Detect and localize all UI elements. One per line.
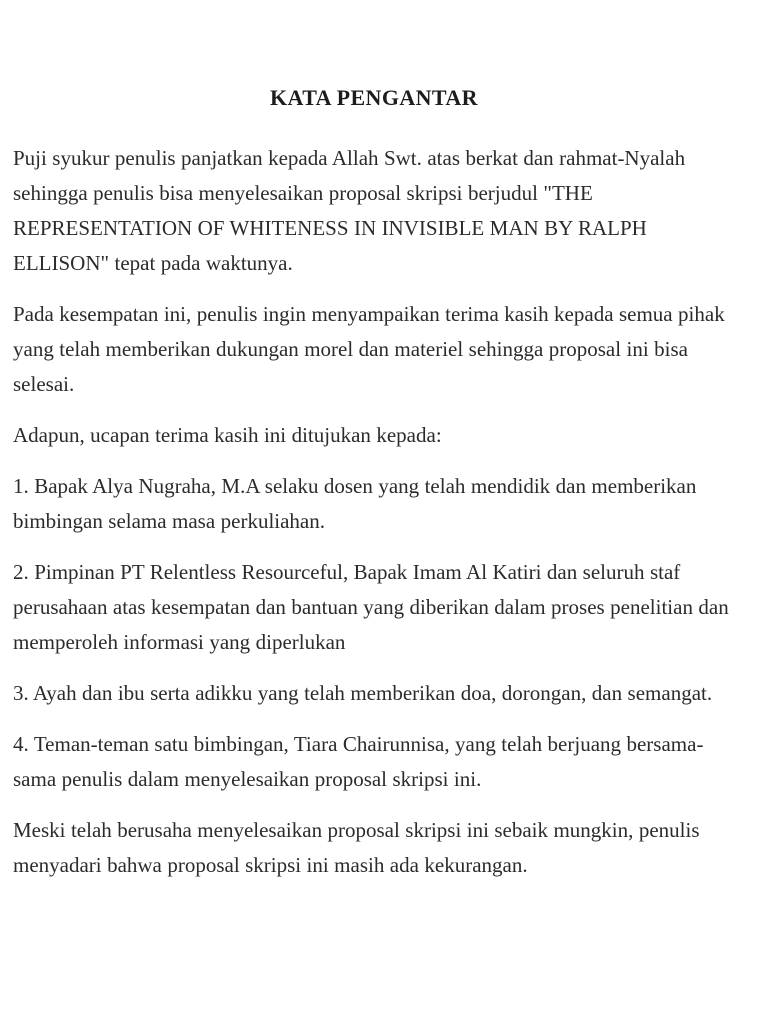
paragraph-opening: Puji syukur penulis panjatkan kepada Allah Swt. atas berkat dan rahmat-Nyalah sehingga penulis bisa menyelesaikan proposal skripsi berjudul "THE REPRESENTATION OF WHITENESS IN INVISIBLE MAN BY RALPH ELLISON" tepat pada waktunya.	[13, 146, 686, 276]
paragraph-acknowledgement-intro: Pada kesempatan ini, penulis ingin menyampaikan terima kasih kepada semua pihak yang telah memberikan dukungan morel dan materiel sehingga proposal ini bisa selesai.	[13, 302, 725, 397]
paragraph-thanks-lead-in: Adapun, ucapan terima kasih ini ditujukan kepada:	[13, 423, 442, 448]
list-item: 1. Bapak Alya Nugraha, M.A selaku dosen yang telah mendidik dan memberikan bimbingan selama masa perkuliahan.	[13, 474, 697, 534]
list-item: 3. Ayah dan ibu serta adikku yang telah memberikan doa, dorongan, dan semangat.	[13, 681, 713, 706]
list-item: 2. Pimpinan PT Relentless Resourceful, Bapak Imam Al Katiri dan seluruh staf perusahaan atas kesempatan dan bantuan yang diberikan dalam proses penelitian dan memperoleh informasi yang diperlukan	[13, 560, 729, 655]
page-title: KATA PENGANTAR	[270, 85, 478, 110]
paragraph-closing: Meski telah berusaha menyelesaikan proposal skripsi ini sebaik mungkin, penulis menyadari bahwa proposal skripsi ini masih ada kekurangan.	[13, 818, 700, 878]
list-item: 4. Teman-teman satu bimbingan, Tiara Chairunnisa, yang telah berjuang bersama-sama penulis dalam menyelesaikan proposal skripsi ini.	[13, 732, 704, 792]
document-body	[13, 141, 735, 883]
